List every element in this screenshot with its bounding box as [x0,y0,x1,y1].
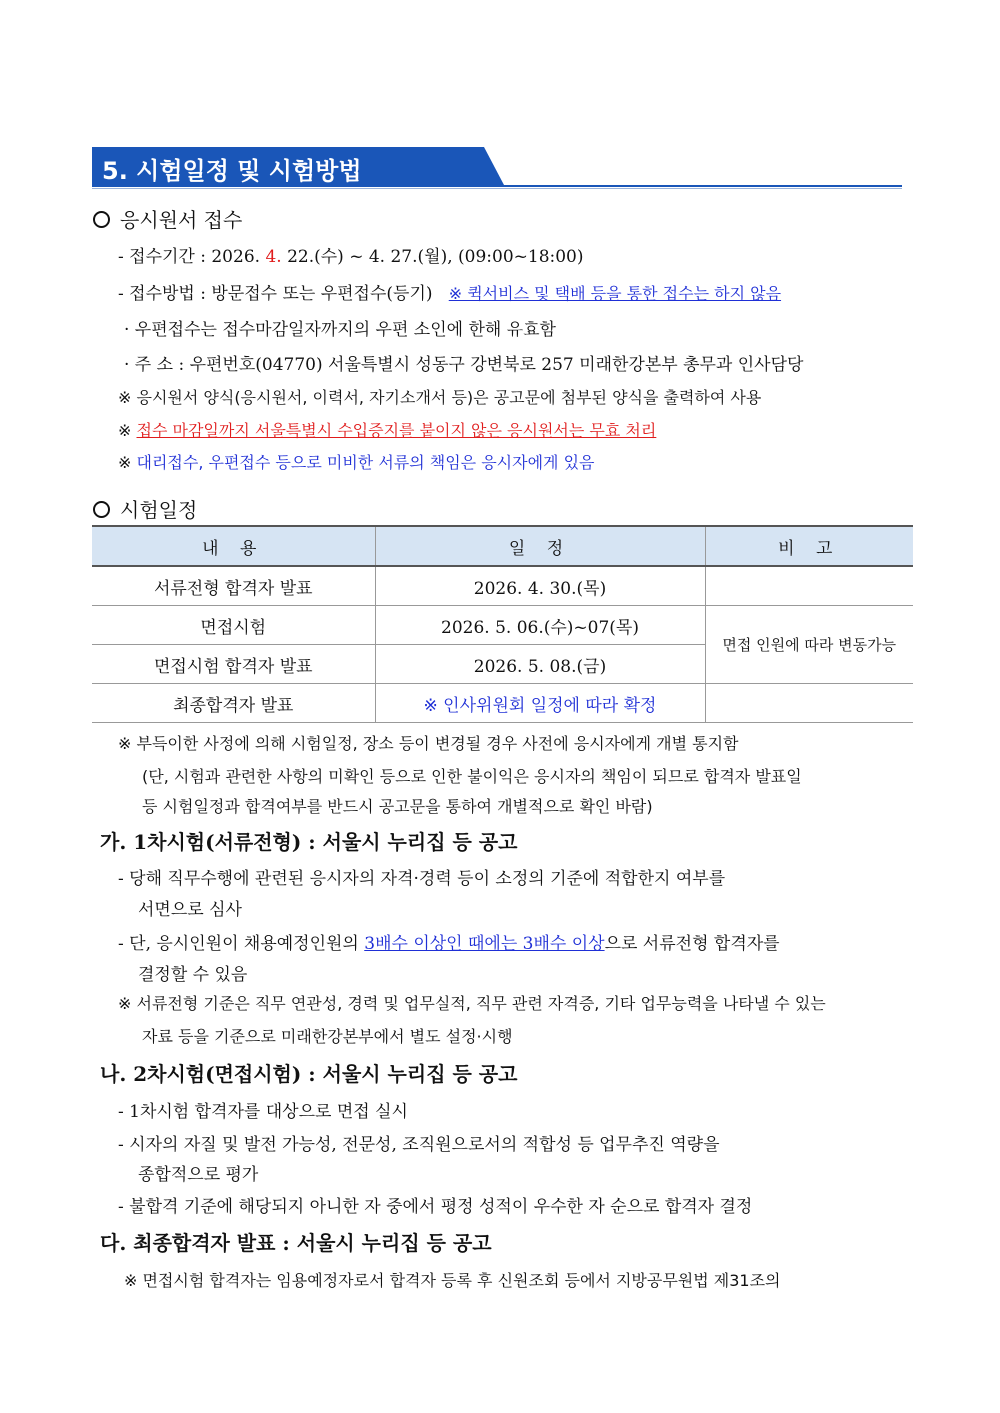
stage1-heading: 가. 1차시험(서류전형) : 서울시 누리집 등 공고 [100,830,518,854]
section-title: 5. 시험일정 및 시험방법 [102,157,362,185]
row-content: 면접시험 [92,606,375,645]
stage1-criteria-note: ※ 서류전형 기준은 직무 연관성, 경력 및 업무실적, 직무 관련 자격증, 기타 업무능력을 나타낼 수 있는 [118,994,826,1013]
application-method [118,279,781,304]
row-remark-empty [705,684,913,723]
header-date: 일 정 [375,526,705,566]
row-date-final: ※ 인사위원회 일정에 따라 확정 [375,684,705,723]
stage2-item2-line2: 종합적으로 평가 [138,1165,259,1185]
row-date: 2026. 5. 06.(수)~07(목) [375,606,705,645]
row-content: 서류전형 합격자 발표 [92,566,375,606]
circle-bullet-icon [93,501,110,518]
schedule-heading-text: 시험일정 [120,498,198,522]
courier-not-accepted-note: ※ 퀵서비스 및 택배 등을 통한 접수는 하지 않음 [448,284,782,303]
stage2-heading: 나. 2차시험(면접시험) : 서울시 누리집 등 공고 [100,1062,518,1086]
header-remark: 비 고 [705,526,913,566]
row-date: 2026. 5. 08.(금) [375,645,705,684]
circle-bullet-icon [93,211,110,228]
method-text: - 접수방법 : 방문접수 또는 우편접수(등기) [118,284,433,304]
table-row [92,684,913,723]
stage1-item1-line2: 서면으로 심사 [138,900,242,920]
row-date: 2026. 4. 30.(목) [375,566,705,606]
revenue-stamp-note [118,418,656,441]
schedule-change-note: ※ 부득이한 사정에 의해 시험일정, 장소 등이 변경될 경우 사전에 응시자에게 개별 통지함 [118,734,739,753]
row-content: 면접시험 합격자 발표 [92,645,375,684]
stage1-criteria-note-line2: 자료 등을 기준으로 미래한강본부에서 별도 설정·시행 [142,1027,513,1046]
table-row [92,566,913,606]
header-content: 내 용 [92,526,375,566]
stage1-item1: - 당해 직무수행에 관련된 응시자의 자격·경력 등이 소정의 기준에 적합한지 여부를 [118,869,726,889]
note-mark: ※ [118,453,132,472]
proxy-submission-note [118,450,595,473]
application-heading [93,204,242,233]
stage2-item1: - 1차시험 합격자를 대상으로 면접 실시 [118,1102,408,1122]
schedule-change-note-line2: (단, 시험과 관련한 사항의 미확인 등으로 인한 불이익은 응시자의 책임이 되므로 합격자 발표일 [142,767,802,786]
item2-prefix: - 단, 응시인원이 채용예정인원의 [118,934,365,954]
period-prefix: - 접수기간 : 2026. [118,247,266,267]
revenue-stamp-warning: 접수 마감일까지 서울특별시 수입증지를 붙이지 않은 응시원서는 무효 처리 [136,421,657,440]
stage1-item2-line2: 결정할 수 있음 [138,965,248,985]
stage1-item2 [118,929,780,954]
period-suffix: 22.(수) ~ 4. 27.(월), (09:00~18:00) [281,247,584,267]
three-times-criterion: 3배수 이상인 때에는 3배수 이상 [364,934,605,954]
item2-suffix: 으로 서류전형 합격자를 [604,934,780,954]
mail-postmark-note: · 우편접수는 접수마감일자까지의 우편 소인에 한해 유효함 [124,320,556,340]
stage2-item3: - 불합격 기준에 해당되지 아니한 자 중에서 평정 성적이 우수한 자 순으로 합격자 결정 [118,1197,753,1217]
application-period [118,242,584,267]
note-mark: ※ [118,421,132,440]
period-month-highlight: 4. [265,247,282,267]
schedule-change-note-line3: 등 시험일정과 합격여부를 반드시 공고문을 통하여 개별적으로 확인 바람) [142,797,653,816]
schedule-heading [93,494,197,523]
row-content: 최종합격자 발표 [92,684,375,723]
form-template-note: ※ 응시원서 양식(응시원서, 이력서, 자기소개서 등)은 공고문에 첨부된 양식을 출력하여 사용 [118,388,762,407]
application-heading-text: 응시원서 접수 [120,208,243,232]
schedule-table [92,525,913,723]
row-remark: 면접 인원에 따라 변동가능 [705,606,913,684]
row-remark-empty [705,566,913,606]
table-row [92,606,913,645]
stage3-note: ※ 면접시험 합격자는 임용예정자로서 합격자 등록 후 신원조회 등에서 지방공무원법 제31조의 [124,1271,781,1290]
mailing-address: · 주 소 : 우편번호(04770) 서울특별시 성동구 강변북로 257 미래한강본부 총무과 인사담당 [124,355,804,375]
proxy-submission-text: 대리접수, 우편접수 등으로 미비한 서류의 책임은 응시자에게 있음 [136,453,595,472]
stage2-item2: - 시자의 자질 및 발전 가능성, 전문성, 조직원으로서의 적합성 등 업무추진 역량을 [118,1135,720,1155]
stage3-heading: 다. 최종합격자 발표 : 서울시 누리집 등 공고 [100,1231,492,1255]
